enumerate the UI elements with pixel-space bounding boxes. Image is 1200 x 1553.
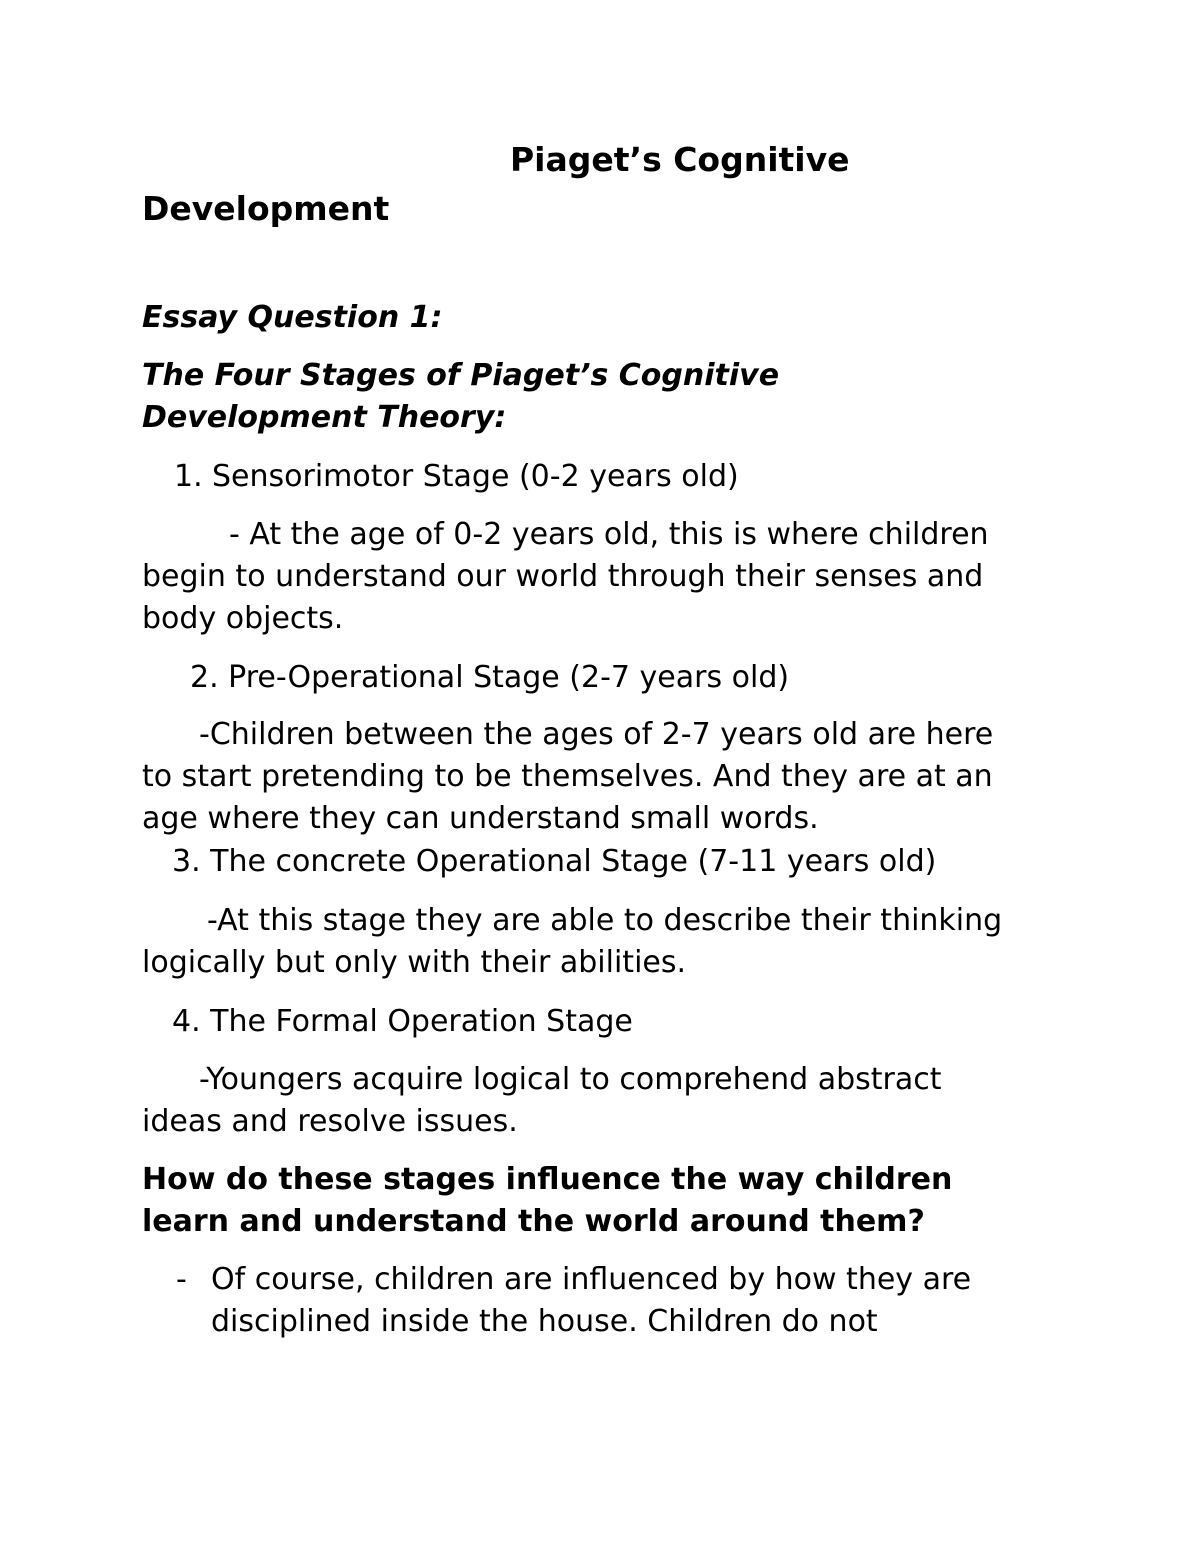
title-line-1: Piaget’s Cognitive	[510, 140, 850, 179]
stage-2-desc-line-2: to start pretending to be themselves. And they are at an	[142, 759, 993, 794]
stage-1-desc-line-1: - At the age of 0-2 years old, this is where children	[229, 517, 989, 552]
title-line-2: Development	[142, 189, 390, 228]
answer-line-2: disciplined inside the house. Children do not	[211, 1304, 878, 1339]
stage-3-title: 3. The concrete Operational Stage (7-11 years old)	[172, 844, 937, 879]
answer-line-1: Of course, children are influenced by how they are	[211, 1262, 972, 1297]
stage-4-desc-line-1: -Youngers acquire logical to comprehend abstract	[199, 1062, 942, 1097]
answer-bullet: -	[176, 1262, 187, 1297]
stage-1-desc-line-3: body objects.	[142, 601, 344, 636]
stage-2-title: 2. Pre-Operational Stage (2-7 years old)	[190, 660, 790, 695]
question-line-1: How do these stages influence the way children	[142, 1162, 953, 1197]
stage-3-desc-line-1: -At this stage they are able to describe their thinking	[207, 903, 1003, 938]
stage-2-desc-line-1: -Children between the ages of 2-7 years old are here	[199, 717, 994, 752]
stages-heading-line-1: The Four Stages of Piaget’s Cognitive	[142, 358, 780, 393]
essay-question-label: Essay Question 1:	[142, 300, 443, 335]
stage-2-desc-line-3: age where they can understand small words.	[142, 801, 819, 836]
stages-heading-line-2: Development Theory:	[142, 400, 507, 435]
stage-1-number: 1.	[174, 459, 203, 494]
stage-1-title: Sensorimotor Stage (0-2 years old)	[212, 459, 739, 494]
stage-1-desc-line-2: begin to understand our world through their senses and	[142, 559, 984, 594]
stage-3-desc-line-2: logically but only with their abilities.	[142, 945, 687, 980]
question-line-2: learn and understand the world around them?	[142, 1204, 925, 1239]
stage-4-desc-line-2: ideas and resolve issues.	[142, 1104, 518, 1139]
stage-4-title: 4. The Formal Operation Stage	[172, 1004, 633, 1039]
